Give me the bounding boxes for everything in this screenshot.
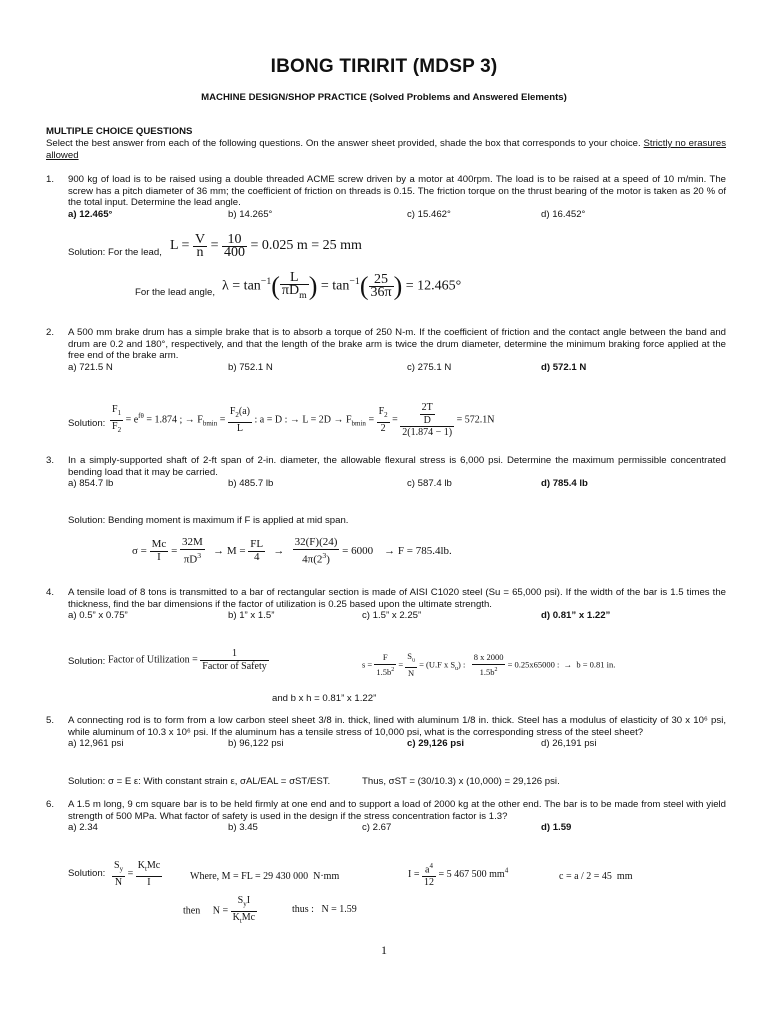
solution-6-equation-4: c = a / 2 = 45 mm xyxy=(559,871,633,882)
choice-c: c) 587.4 lb xyxy=(407,478,452,489)
question-text: A 1.5 m long, 9 cm square bar is to be held firmly at one end and to support a load of 2000 kg at the other end. The bar is to be made from steel with yield strength of 500 MPa. What factor of safety is used in the design if the stress concentration factor is 1.3? xyxy=(68,799,726,822)
choices xyxy=(68,822,726,834)
choices xyxy=(68,478,726,490)
choice-a: a) 0.5” x 0.75” xyxy=(68,610,128,621)
choice-a: a) 854.7 lb xyxy=(68,478,114,489)
solution-4-equation-1: Factor of Utilization = $\frac{1}{\text{Factor of Safety}}$ xyxy=(108,648,267,672)
choice-d: d) 572.1 N xyxy=(541,361,587,373)
choice-b: b) 752.1 N xyxy=(228,361,273,373)
choice-b: b) 485.7 lb xyxy=(228,478,274,489)
choice-d: d) 26,191 psi xyxy=(541,738,597,749)
document-subtitle: MACHINE DESIGN/SHOP PRACTICE (Solved Problems and Answered Elements) xyxy=(201,92,567,103)
choice-b: b) 96,122 psi xyxy=(228,738,284,749)
instructions-text: Select the best answer from each of the following questions. On the answer sheet provided, shade the box that corresponds to your choice. xyxy=(46,138,641,149)
choice-b: b) 1” x 1.5” xyxy=(228,610,275,621)
choice-a: a) 12.465° xyxy=(68,208,113,220)
question-2 xyxy=(46,327,726,374)
solution-6-equation-1: $\frac{S_y}{N}$ = $\frac{K_tMc}{I}$ xyxy=(114,860,161,888)
solution-4-result: and b x h = 0.81” x 1.22” xyxy=(272,693,377,704)
solution-1-label: Solution: For the lead, xyxy=(68,247,162,258)
question-4 xyxy=(46,587,726,622)
question-text: A tensile load of 8 tons is transmitted to a bar of rectangular section is made of AISI C1020 steel (Su = 65,000 psi). If the width of the bar is 1.5 times the thickness, find the bar dimensions if the factor of utilization is 0.25 based upon the ultimate strength. xyxy=(68,587,726,610)
choices xyxy=(68,362,726,374)
choice-b: b) 3.45 xyxy=(228,822,258,833)
question-text: A 500 mm brake drum has a simple brake that is to absorb a torque of 250 N-m. If the coefficient of friction and the contact angle between the band and drum are 0.2 and 180°, respectively, and that the length of the brake arm is twice the drum diameter, determine the minimum braking force applied at the free end of the brake arm. xyxy=(68,327,726,361)
question-text: In a simply-supported shaft of 2-ft span of 2-in. diameter, the allowable flexural stress is 6,000 psi. Determine the maximum permissible concentrated bending load that it may be carried. xyxy=(68,455,726,478)
choice-d: d) 16.452° xyxy=(541,208,586,220)
question-number: 5. xyxy=(46,715,55,726)
solution-6-equation-6: thus : N = 1.59 xyxy=(292,904,357,915)
solution-4-label: Solution: xyxy=(68,656,106,667)
choice-b: b) 14.265° xyxy=(228,208,273,220)
choice-d: d) 0.81” x 1.22” xyxy=(541,610,611,621)
section-heading: MULTIPLE CHOICE QUESTIONS xyxy=(46,126,193,137)
question-number: 4. xyxy=(46,587,55,598)
solution-6-equation-2: Where, M = FL = 29 430 000 N·mm xyxy=(190,871,340,882)
question-number: 6. xyxy=(46,799,55,810)
solution-2-equation: $\frac{F_1}{F_2}$ = $e^{f\theta} = 1.874$ ; → $F_{bmin}$ = $\frac{F_2(a)}{L}$ : a = D : → $L = 2D \to F_{bmin}$ = $\frac{F_2}{2}$ = $\frac{\frac{2T}{D}}{2(1.874 - 1)}$ = 572.1N xyxy=(112,402,495,438)
solution-6-label: Solution: xyxy=(68,868,106,879)
choice-c: c) 15.462° xyxy=(407,208,451,220)
choice-d: d) 785.4 lb xyxy=(541,478,588,489)
solution-1-angle-label: For the lead angle, xyxy=(135,287,216,298)
instructions xyxy=(46,138,726,161)
page-number: 1 xyxy=(381,943,387,957)
question-number: 3. xyxy=(46,455,55,466)
document-title: IBONG TIRIRIT (MDSP 3) xyxy=(270,56,498,77)
choices xyxy=(68,209,726,221)
choice-c: c) 275.1 N xyxy=(407,361,452,373)
solution-6-equation-5: then N = $\frac{S_yI}{K_tMc}$ xyxy=(183,895,256,925)
solution-1-lead-equation: L = $\frac{V}{n}$ = $\frac{10}{400}$ = 0.025 m = 25 mm xyxy=(170,232,362,260)
solution-3-equation: σ = $\frac{Mc}{I}$ = $\frac{32M}{\pi D^3}$ → M = $\frac{FL}{4}$ → $\frac{32(F)(24)}{4\pi(2^3)}$ = 6000 → F = 785.4lb. xyxy=(132,536,452,566)
choices xyxy=(68,610,726,622)
choices xyxy=(68,738,726,750)
question-text: A connecting rod is to form from a low carbon steel sheet 3/8 in. thick, lined with aluminum 1/8 in. thick. Steel has a modulus of elasticity of 30 x 10⁶ psi, while aluminum of 10.3 x 10⁶ psi. If the aluminum has a tensile stress of 10,000 psi, what is the corresponding stress of the steel sheet? xyxy=(68,715,726,738)
solution-4-equation-2: s = $\frac{F}{1.5b^2}$ = $\frac{S_u}{N}$ = (U.F x $S_u$) : $\frac{8 x 2000}{1.5b^2}$ = 0.25x65000 : → b = 0.81 in. xyxy=(362,651,616,679)
question-3 xyxy=(46,455,726,490)
choice-d: d) 1.59 xyxy=(541,822,572,833)
choice-a: a) 12,961 psi xyxy=(68,738,124,749)
choice-c: c) 1.5” x 2.25” xyxy=(362,610,422,621)
choice-a: a) 2.34 xyxy=(68,822,98,833)
solution-6-equation-3: I = $\frac{a^4}{12}$ = 5 467 500 $mm^4$ xyxy=(408,862,509,888)
question-number: 2. xyxy=(46,327,55,338)
choice-a: a) 721.5 N xyxy=(68,361,113,373)
solution-3-label: Solution: Bending moment is maximum if F is applied at mid span. xyxy=(68,515,349,526)
question-5 xyxy=(46,715,726,750)
instructions-underlined: Strictly no erasures allowed xyxy=(46,138,726,161)
question-text: 900 kg of load is to be raised using a double threaded ACME screw driven by a motor at 400rpm. The load is to be raised at a speed of 10 m/min. The screw has a pitch diameter of 36 mm; the coefficient of friction on threads is 0.15. The friction torque on the thrust bearing of the motor is taken as 20 % of the total input. Determine the lead angle. xyxy=(68,174,726,208)
solution-5-text: Solution: σ = E ε: With constant strain ε, σAL/EAL = σST/EST. xyxy=(68,776,331,787)
solution-1-angle-equation: $\lambda = \tan^{-1}$( $\frac{L}{\pi D_m}$ ) = $\tan^{-1}$( $\frac{25}{36\pi}$ ) = 12.465° xyxy=(222,270,462,301)
solution-2-label: Solution: xyxy=(68,418,106,429)
choice-c: c) 2.67 xyxy=(362,822,392,833)
solution-5-result: Thus, σST = (30/10.3) x (10,000) = 29,126 psi. xyxy=(362,776,560,787)
question-number: 1. xyxy=(46,174,55,185)
question-6 xyxy=(46,799,726,834)
choice-c: c) 29,126 psi xyxy=(407,738,465,749)
question-1 xyxy=(46,174,726,221)
